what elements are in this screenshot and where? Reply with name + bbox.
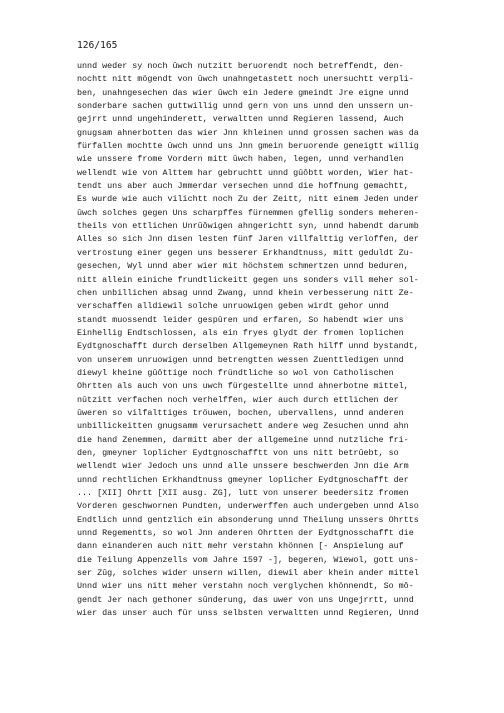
text-line: die Teilung Appenzells vom Jahre 1597 -], begeren, Wiewol, gott uns- xyxy=(77,554,419,565)
text-line: wie unssere frome Vordern mitt ûwch haben, legen, unnd verhandlen xyxy=(77,154,404,165)
text-line: dann einanderen auch nitt mehr verstahn khönnen [- Anspielung auf xyxy=(77,541,404,552)
text-line: tendt uns aber auch Jmmerdar versechen unnd die hoffnung gemachtt, xyxy=(77,181,409,192)
text-line: nochtt nitt mögendt von ûwch unahngetastett noch unersuchtt verpli- xyxy=(77,74,414,85)
text-line: ben, unahngesechen das wier ûwch ein Jedere gmeindt Jre eigne unnd xyxy=(77,87,409,98)
text-line: ûweren so vilfalttiges tröuwen, bochen, ubervallens, unnd anderen xyxy=(77,407,404,418)
text-line: wellendt wier Jedoch uns unnd alle unssere beschwerden Jnn die Arm xyxy=(77,461,409,472)
text-line: nitt allein einiche frundtlickeitt gegen uns sonders vill meher sol- xyxy=(77,274,419,285)
text-line: gesechen, Wyl unnd aber wier mit höchstem schmertzen unnd beduren, xyxy=(77,261,409,272)
text-line: fürfallen mochtte ûwch unnd uns Jnn gmein beruorende geneigtt willig xyxy=(77,141,419,152)
text-line: unnd Regementts, so wol Jnn anderen Ohrtten der Eydtgnosschafft die xyxy=(77,528,414,539)
text-line: gendt Jer nach gethoner sûnderung, das uwer von uns Ungejrrtt, unnd xyxy=(77,594,414,605)
page-number: 126/165 xyxy=(77,40,118,51)
text-line: ... [XII] Ohrtt [XII ausg. ZG], lutt von unserer beedersitz fromen xyxy=(77,488,409,498)
document-body-text xyxy=(77,60,497,620)
text-line: den, gmeyner loplicher Eydtgnoschafftt von uns nitt betrûebt, so xyxy=(77,447,399,458)
text-line: Vorderen geschwornen Pundten, underwerffen auch undergeben unnd Also xyxy=(77,501,419,512)
text-line: ûwch solches gegen Uns scharpffes fürnemmen gfellig sonders meheren- xyxy=(77,207,419,218)
text-line: standt muossendt leider gespûren und erfaren, So habendt wier uns xyxy=(77,314,404,325)
text-line: diewyl kheine gûôttige noch fründtliche so wol von Catholischen xyxy=(77,367,394,378)
text-line: chen unbillichen absag unnd Zwang, unnd khein verbesserung nitt Ze- xyxy=(77,287,414,298)
text-line: Es wurde wie auch vilichtt noch Zu der Zeitt, nitt einem Jeden under xyxy=(77,194,419,205)
text-line: gnugsam ahnerbotten das wier Jnn khleinen unnd grossen sachen was da xyxy=(77,127,419,138)
text-line: vertrostung einer gegen uns besserer Erkhandtnuss, mitt geduldt Zu- xyxy=(77,247,414,258)
text-line: sonderbare sachen guttwillig unnd gern von uns unnd den unssern un- xyxy=(77,101,414,112)
text-line: unbillickeitten gnugsamm verursachett andere weg Zesuchen unnd ahn xyxy=(77,421,409,432)
text-line: Eydtgnoschafft durch derselben Allgemeynen Rath hilff unnd bystandt, xyxy=(77,341,419,352)
text-line: gejrrt unnd ungehinderett, verwaltten unnd Regieren lassend, Auch xyxy=(77,114,404,125)
text-line: theils von ettlichen Unrûôwigen ahngerichtt syn, unnd habendt darumb xyxy=(77,221,419,232)
text-line: die hand Zenemmen, darmitt aber der allgemeine unnd nutzliche fri- xyxy=(77,434,409,445)
text-line: unnd weder sy noch ûwch nutzitt beruorendt noch betreffendt, den- xyxy=(77,61,404,71)
text-line: nûtzitt verfachen noch verhelffen, wier auch durch ettlichen der xyxy=(77,394,399,405)
text-line: verschaffen alldiewil solche unruowigen geben wirdt gehor unnd xyxy=(77,301,389,312)
text-line: Alles so sich Jnn disen lesten fünf Jaren villfalttig verloffen, der xyxy=(77,234,419,245)
text-line: unnd rechtlichen Erkhandtnuss gmeyner loplicher Eydtgnoschafft der xyxy=(77,474,409,485)
text-line: von unserem unruowigen unnd betrengtten wessen Zuenttledigen unnd xyxy=(77,354,404,365)
text-line: Einhellig Endtschlossen, als ein fryes glydt der fromen loplichen xyxy=(77,327,404,338)
text-line: wellendt wie von Alttem har gebruchtt unnd gûôbtt worden, Wier hat- xyxy=(77,167,414,178)
text-line: Ohrtten als auch von uns uwch fürgestellte unnd ahnerbotne mittel, xyxy=(77,381,409,392)
text-line: Endtlich unnd gentzlich ein absonderung unnd Theilung unssers Ohrtts xyxy=(77,514,419,525)
text-line: Unnd wier uns nitt meher verstahn noch verglychen khönnendt, So mô- xyxy=(77,581,414,592)
text-line: wier das unser auch für unss selbsten verwaltten unnd Regieren, Unnd xyxy=(77,608,419,619)
text-line: ser Zûg, solches wider unsern willen, diewil aber khein ander mittel xyxy=(77,568,419,579)
